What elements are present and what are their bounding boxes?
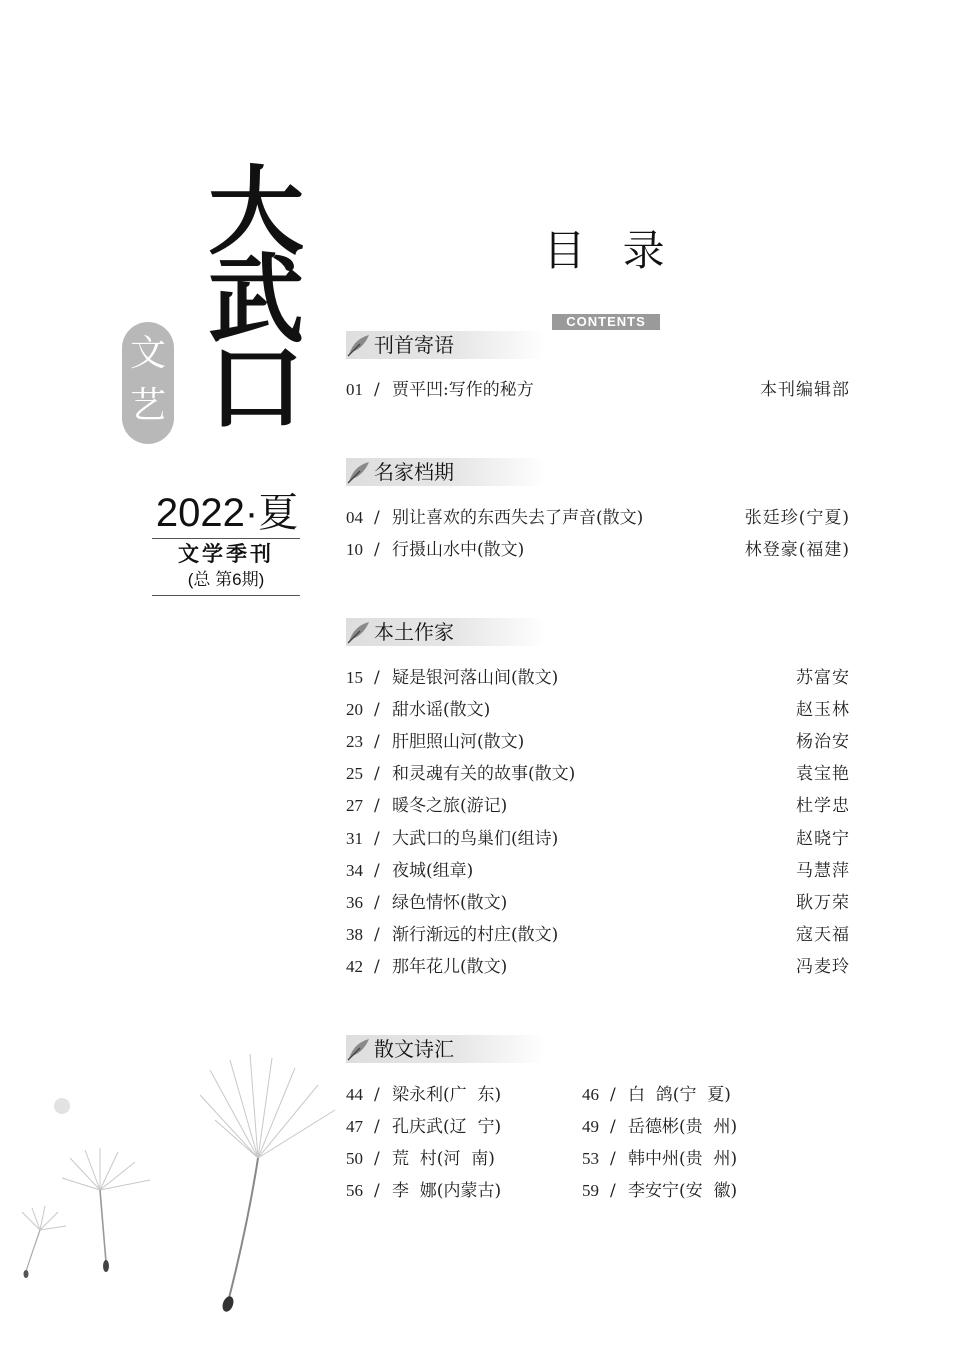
entry-title: 那年花儿(散文) (392, 957, 508, 977)
toc-entry[interactable] (582, 1082, 782, 1108)
section-title: 本土作家 (374, 620, 454, 644)
masthead-logo (196, 155, 316, 444)
section-title: 散文诗汇 (374, 1037, 454, 1061)
toc-entry[interactable] (346, 729, 850, 755)
entry-title: 甜水谣(散文) (392, 700, 491, 720)
issue-type: 文学季刊 (178, 541, 274, 566)
toc-entry[interactable] (582, 1146, 782, 1172)
separator: / (374, 893, 380, 913)
separator: / (374, 700, 380, 720)
separator: / (374, 1149, 380, 1169)
issue-number: (总 第6期) (187, 570, 265, 589)
page-number: 10 (346, 540, 363, 559)
page-number: 01 (346, 380, 363, 399)
separator: / (374, 668, 380, 688)
entry-author: 杨治安 (796, 732, 850, 752)
toc-entry[interactable] (346, 922, 850, 948)
entry-title: 梁永利(广 东) (392, 1085, 502, 1105)
entry-title: 大武口的鸟巢们(组诗) (392, 829, 559, 849)
entry-title: 荒 村(河 南) (392, 1149, 495, 1169)
page-number: 53 (582, 1149, 599, 1168)
masthead-char: 武 (208, 243, 304, 356)
entry-author: 寇天福 (796, 925, 850, 945)
toc-entry[interactable] (346, 1114, 546, 1140)
toc-entry[interactable] (346, 793, 850, 819)
section-header (346, 618, 546, 646)
section-header (346, 331, 546, 359)
separator: / (374, 796, 380, 816)
section-title: 刊首寄语 (374, 333, 454, 357)
issue-year-season: 2022·夏 (155, 491, 299, 535)
page-number: 25 (346, 764, 363, 783)
page-number: 34 (346, 861, 363, 880)
page-number: 50 (346, 1149, 363, 1168)
page-number: 38 (346, 925, 363, 944)
entry-author: 马慧萍 (796, 861, 850, 881)
entry-author: 赵晓宁 (796, 829, 850, 849)
section-header (346, 1035, 546, 1063)
page-number: 49 (582, 1117, 599, 1136)
entry-title: 李 娜(内蒙古) (392, 1181, 502, 1201)
entry-title: 渐行渐远的村庄(散文) (392, 925, 559, 945)
feather-icon (346, 333, 372, 357)
feather-icon (346, 460, 372, 484)
separator: / (610, 1085, 616, 1105)
page-number: 15 (346, 668, 363, 687)
entry-title: 贾平凹:写作的秘方 (392, 380, 534, 400)
toc-entry[interactable] (346, 505, 850, 531)
entry-title: 岳德彬(贵 州) (628, 1117, 738, 1137)
page-number: 23 (346, 732, 363, 751)
separator: / (374, 1085, 380, 1105)
separator: / (610, 1181, 616, 1201)
page-number: 56 (346, 1181, 363, 1200)
entry-title: 和灵魂有关的故事(散文) (392, 764, 576, 784)
toc-entry[interactable] (346, 697, 850, 723)
page-title: 目 录 (543, 226, 677, 275)
page-number: 04 (346, 508, 363, 527)
entry-title: 白 鸽(宁 夏) (628, 1085, 731, 1105)
toc-entry[interactable] (346, 826, 850, 852)
entry-author: 林登豪(福建) (744, 540, 850, 560)
separator: / (610, 1117, 616, 1137)
separator: / (374, 925, 380, 945)
toc-entry[interactable] (346, 890, 850, 916)
page-number: 47 (346, 1117, 363, 1136)
toc-entry[interactable] (346, 377, 850, 403)
divider (152, 595, 300, 596)
feather-icon (346, 620, 372, 644)
seal-text: 文艺 (129, 333, 166, 426)
separator: / (374, 540, 380, 560)
toc-entry[interactable] (346, 537, 850, 563)
toc-entry[interactable] (582, 1114, 782, 1140)
page-number: 36 (346, 893, 363, 912)
entry-title: 疑是银河落山间(散文) (392, 668, 559, 688)
page-number: 44 (346, 1085, 363, 1104)
masthead-char: 口 (208, 331, 304, 444)
entry-author: 冯麦玲 (796, 957, 850, 977)
entry-author: 张廷珍(宁夏) (744, 508, 850, 528)
separator: / (610, 1149, 616, 1169)
entry-title: 李安宁(安 徽) (628, 1181, 738, 1201)
toc-entry[interactable] (346, 954, 850, 980)
section-header (346, 458, 546, 486)
entry-title: 绿色情怀(散文) (392, 893, 508, 913)
masthead-char: 大 (208, 155, 304, 268)
toc-entry[interactable] (346, 1146, 546, 1172)
entry-author: 赵玉林 (796, 700, 850, 720)
entry-author: 杜学忠 (796, 796, 850, 816)
contents-tag: CONTENTS (552, 314, 660, 330)
separator: / (374, 508, 380, 528)
dandelion-illustration (0, 1040, 360, 1330)
toc-entry[interactable] (346, 858, 850, 884)
entry-title: 别让喜欢的东西失去了声音(散文) (392, 508, 644, 528)
separator: / (374, 380, 380, 400)
page-number: 59 (582, 1181, 599, 1200)
entry-author: 本刊编辑部 (760, 380, 850, 400)
entry-author: 苏富安 (796, 668, 850, 688)
entry-title: 暖冬之旅(游记) (392, 796, 508, 816)
page-number: 27 (346, 796, 363, 815)
page-number: 20 (346, 700, 363, 719)
page-number: 31 (346, 829, 363, 848)
separator: / (374, 732, 380, 752)
seal-stamp (122, 322, 174, 444)
entry-title: 行摄山水中(散文) (392, 540, 525, 560)
toc-entry[interactable] (582, 1178, 782, 1204)
entry-author: 耿万荣 (796, 893, 850, 913)
entry-author: 袁宝艳 (796, 764, 850, 784)
section-title: 名家档期 (374, 460, 454, 484)
entry-title: 韩中州(贵 州) (628, 1149, 738, 1169)
separator: / (374, 829, 380, 849)
entry-title: 肝胆照山河(散文) (392, 732, 525, 752)
toc-entry[interactable] (346, 1178, 546, 1204)
entry-title: 孔庆武(辽 宁) (392, 1117, 502, 1137)
separator: / (374, 1117, 380, 1137)
toc-entry[interactable] (346, 665, 850, 691)
separator: / (374, 861, 380, 881)
page-number: 46 (582, 1085, 599, 1104)
entry-title: 夜城(组章) (392, 861, 474, 881)
page-number: 42 (346, 957, 363, 976)
separator: / (374, 764, 380, 784)
toc-entry[interactable] (346, 761, 850, 787)
toc-entry[interactable] (346, 1082, 546, 1108)
separator: / (374, 1181, 380, 1201)
divider (152, 538, 300, 539)
separator: / (374, 957, 380, 977)
